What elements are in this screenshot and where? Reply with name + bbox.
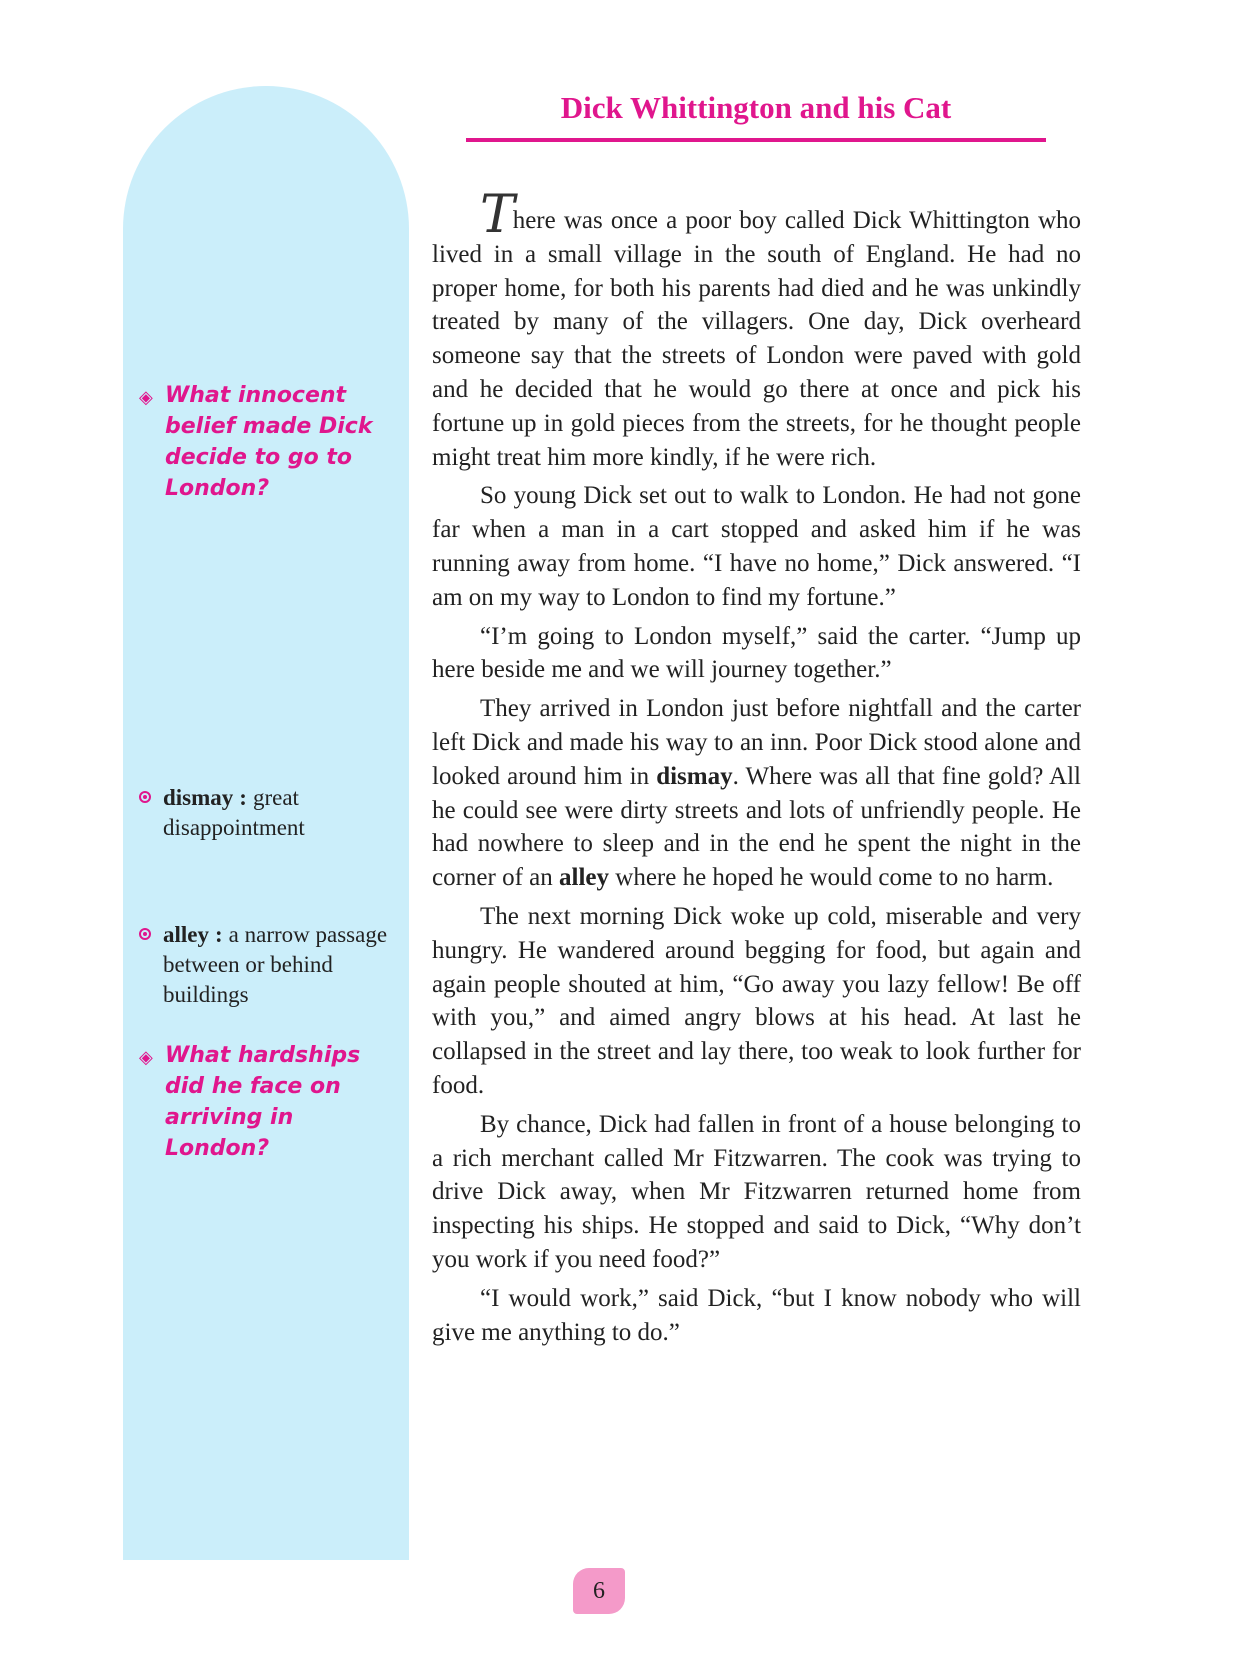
target-bullet-icon xyxy=(139,928,151,940)
paragraph-text: They arrived in London just before nightfall and the carter left Dick and made his way to an inn. Poor Dick stood alone and looked around him in xyxy=(432,695,1081,790)
paragraph-4 xyxy=(432,692,1081,895)
glossary-highlight-alley: alley xyxy=(559,864,610,892)
sidebar-question-2 xyxy=(137,1040,399,1164)
question-text: What innocent belief made Dick decide to go to London? xyxy=(165,383,373,501)
page-number-badge: 6 xyxy=(573,1568,625,1614)
glossary-colon: : xyxy=(215,922,223,947)
glossary-word: alley xyxy=(163,922,209,947)
glossary-colon: : xyxy=(239,785,247,810)
paragraph-text: where he hoped he would come to no harm. xyxy=(609,864,1054,892)
drop-cap: T xyxy=(480,185,515,245)
paragraph-5: The next morning Dick woke up cold, miserable and very hungry. He wandered around begging for food, but again and again people shouted at him, “Go away you lazy fellow! Be off with you,” and aimed angry blows at his head. At last he collapsed in the street and lay there, too weak to look further for food. xyxy=(432,902,1081,1099)
diamond-bullet-icon: ◈ xyxy=(139,387,153,408)
glossary-item-alley xyxy=(137,920,399,1010)
paragraph-6: By chance, Dick had fallen in front of a house belonging to a rich merchant called Mr Fitzwarren. The cook was trying to drive Dick away, when Mr Fitzwarren returned home from inspecting his ships. He stopped and said to Dick, “Why don’t you work if you need food?” xyxy=(432,1110,1081,1273)
glossary-meaning: a narrow passage between or behind buildings xyxy=(163,922,388,1007)
story-text xyxy=(432,185,1081,1354)
paragraph-text: here was once a poor boy called Dick Whittington who lived in a small village in the south of England. He had no proper home, for both his parents had died and he was unkindly treated by many of the villagers. One day, Dick overheard someone say that the streets of London were paved with gold and he decided that he would go there at once and pick his fortune up in gold pieces from the streets, for he thought people might treat him more kindly, if he were rich. xyxy=(432,207,1081,471)
question-text: What hardships did he face on arriving in London? xyxy=(165,1043,361,1161)
glossary-item-dismay xyxy=(137,783,399,843)
glossary-word: dismay xyxy=(163,785,234,810)
paragraph-1 xyxy=(432,185,1081,474)
page-title: Dick Whittington and his Cat xyxy=(560,90,952,125)
glossary-highlight-dismay: dismay xyxy=(656,762,733,790)
paragraph-7: “I would work,” said Dick, “but I know nobody who will give me anything to do.” xyxy=(432,1284,1081,1346)
sidebar-panel xyxy=(123,86,409,1560)
paragraph-2: So young Dick set out to walk to London. He had not gone far when a man in a cart stopped and asked him if he was running away from home. “I have no home,” Dick answered. “I am on my way to London to find my fortune.” xyxy=(432,482,1081,611)
target-bullet-icon xyxy=(139,791,151,803)
title-underline xyxy=(466,138,1046,142)
paragraph-3: “I’m going to London myself,” said the carter. “Jump up here beside me and we will journey together.” xyxy=(432,622,1081,684)
glossary-meaning: great disappointment xyxy=(163,785,305,840)
paragraph-text: . Where was all that fine gold? All he could see were dirty streets and lots of unfriendly people. He had nowhere to sleep and in the end he spent the night in the corner of an xyxy=(432,762,1081,892)
sidebar-question-1 xyxy=(137,380,399,504)
diamond-bullet-icon: ◈ xyxy=(139,1047,153,1068)
